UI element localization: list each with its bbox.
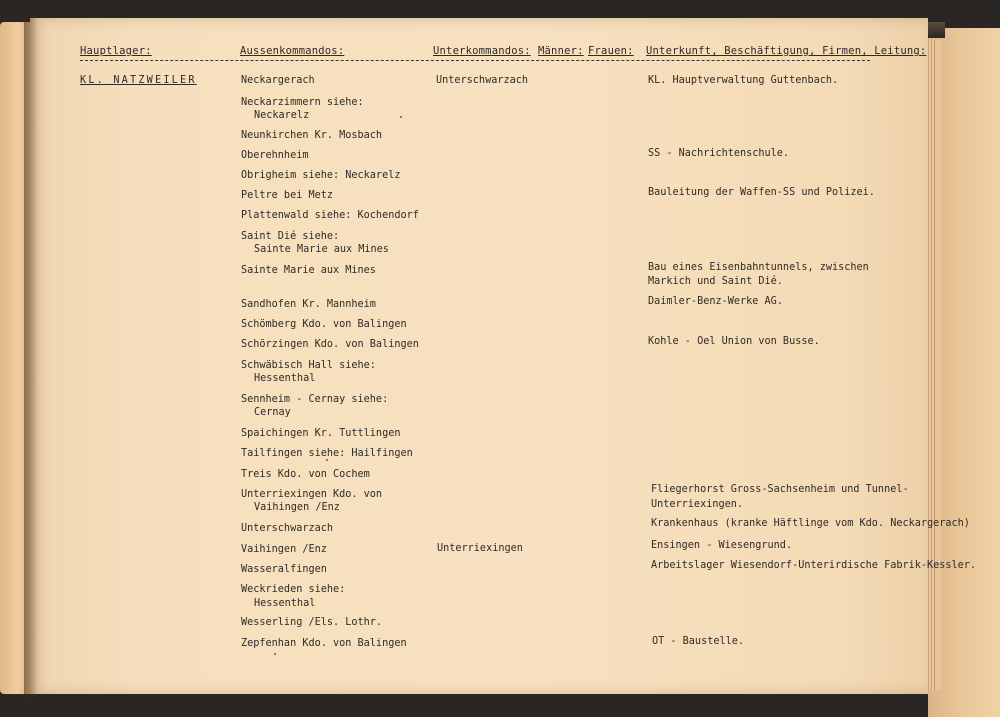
aussen-entry: Sennheim - Cernay siehe: xyxy=(241,394,389,405)
unter-entry: Unterschwarzach xyxy=(436,75,529,86)
info-subentry: Unterriexingen. xyxy=(651,499,744,510)
unter-entry: Unterriexingen xyxy=(437,543,523,554)
aussen-entry: Oberehnheim xyxy=(241,150,309,161)
aussen-subentry: Cernay xyxy=(254,407,291,418)
header-unterkunft: Unterkunft, Beschäftigung, Firmen, Leitung: xyxy=(646,45,927,57)
header-maenner: Männer: xyxy=(538,45,584,57)
header-unterkommandos: Unterkommandos: xyxy=(433,45,531,57)
hauptlager-name: KL. NATZWEILER xyxy=(80,75,197,86)
aussen-subentry: Neckarelz xyxy=(254,110,310,121)
aussen-entry: Unterriexingen Kdo. von xyxy=(241,489,383,500)
info-entry: Bauleitung der Waffen-SS und Polizei. xyxy=(648,187,875,198)
info-entry: Arbeitslager Wiesendorf-Unterirdische Fabrik-Kessler. xyxy=(651,560,977,571)
aussen-entry: Saint Dié siehe: xyxy=(241,231,340,242)
aussen-subentry: Vaihingen /Enz xyxy=(254,502,340,513)
aussen-entry: Neunkirchen Kr. Mosbach xyxy=(241,130,383,141)
document-page xyxy=(30,18,928,694)
aussen-entry: Vaihingen /Enz xyxy=(241,544,327,555)
header-rule xyxy=(80,60,870,61)
info-subentry: Markich und Saint Dié. xyxy=(648,276,783,287)
info-entry: Fliegerhorst Gross-Sachsenheim und Tunnel- xyxy=(651,484,909,495)
info-entry: Bau eines Eisenbahntunnels, zwischen xyxy=(648,262,869,273)
info-entry: Daimler-Benz-Werke AG. xyxy=(648,296,783,307)
pencil-mark xyxy=(274,653,276,655)
aussen-entry: Obrigheim siehe: Neckarelz xyxy=(241,170,401,181)
info-entry: Kohle - Oel Union von Busse. xyxy=(648,336,820,347)
aussen-entry: Sandhofen Kr. Mannheim xyxy=(241,299,376,310)
aussen-entry: Unterschwarzach xyxy=(241,523,334,534)
aussen-entry: Schömberg Kdo. von Balingen xyxy=(241,319,407,330)
aussen-subentry: Hessenthal xyxy=(254,598,316,609)
header-frauen: Frauen: xyxy=(588,45,634,57)
aussen-entry: Wasseralfingen xyxy=(241,564,327,575)
header-hauptlager: Hauptlager: xyxy=(80,45,152,57)
aussen-entry: Spaichingen Kr. Tuttlingen xyxy=(241,428,401,439)
aussen-entry: Zepfenhan Kdo. von Balingen xyxy=(241,638,407,649)
aussen-subentry: Sainte Marie aux Mines xyxy=(254,244,389,255)
aussen-entry: Wesserling /Els. Lothr. xyxy=(241,617,383,628)
info-entry: KL. Hauptverwaltung Guttenbach. xyxy=(648,75,839,86)
info-entry: OT - Baustelle. xyxy=(652,636,745,647)
aussen-entry: Sainte Marie aux Mines xyxy=(241,265,376,276)
info-entry: SS - Nachrichtenschule. xyxy=(648,148,790,159)
aussen-subentry: Hessenthal xyxy=(254,373,316,384)
aussen-entry: Plattenwald siehe: Kochendorf xyxy=(241,210,419,221)
aussen-entry: Neckargerach xyxy=(241,75,315,86)
info-entry: Krankenhaus (kranke Häftlinge vom Kdo. Neckargerach) xyxy=(651,518,970,529)
pencil-mark xyxy=(400,116,402,118)
aussen-entry: Treis Kdo. von Cochem xyxy=(241,469,370,480)
page-stack-edge-inner xyxy=(934,40,941,690)
header-aussenkommandos: Aussenkommandos: xyxy=(240,45,345,57)
aussen-entry: Tailfingen siehe: Hailfingen xyxy=(241,448,413,459)
aussen-entry: Schwäbisch Hall siehe: xyxy=(241,360,376,371)
info-entry: Ensingen - Wiesengrund. xyxy=(651,540,793,551)
spine-shadow xyxy=(24,18,38,698)
aussen-entry: Peltre bei Metz xyxy=(241,190,334,201)
aussen-entry: Schörzingen Kdo. von Balingen xyxy=(241,339,419,350)
aussen-entry: Weckrieden siehe: xyxy=(241,584,346,595)
aussen-entry: Neckarzimmern siehe: xyxy=(241,97,364,108)
